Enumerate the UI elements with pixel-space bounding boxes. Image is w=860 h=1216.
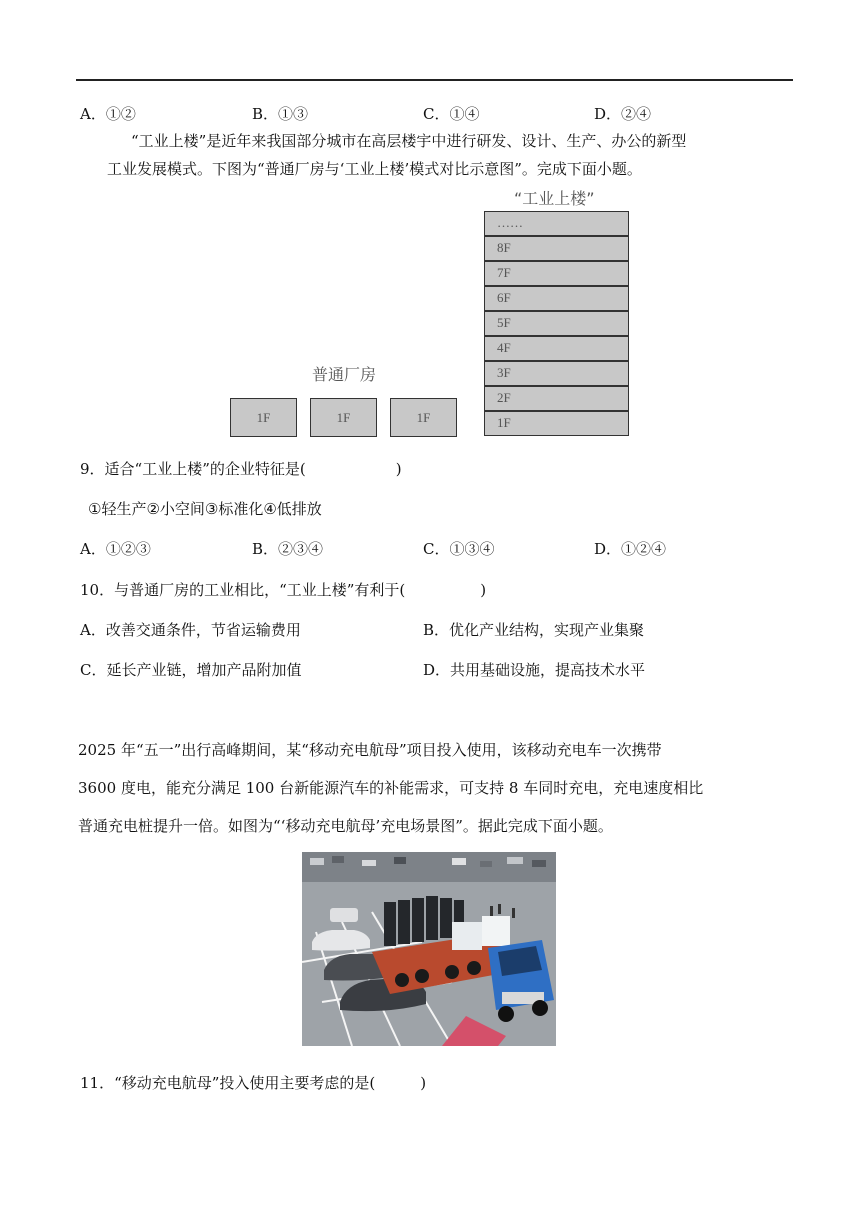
q9-stem: 9．适合“工业上楼”的企业特征是( ) [80,460,402,478]
ordinary-factory-box: 1F [310,398,377,437]
tall-building-floor: …… [484,211,629,236]
tall-building-floor: 5F [484,311,629,336]
tall-building-floor: 2F [484,386,629,411]
header-rule [76,79,793,81]
ordinary-factory-box: 1F [390,398,457,437]
tall-building-floor: 1F [484,411,629,436]
tall-building-floor: 6F [484,286,629,311]
q8-option-b: B．①③ [252,105,309,123]
intro1-line1: “工业上楼”是近年来我国部分城市在高层楼宇中进行研发、设计、生产、办公的新型 [131,132,687,150]
tall-building-floor: 3F [484,361,629,386]
q10-option-c: C．延长产业链，增加产品附加值 [80,661,302,679]
q10-stem: 10．与普通厂房的工业相比，“工业上楼”有利于( ) [80,581,487,599]
q8-option-a: A．①② [80,105,136,123]
intro2-line1: 2025 年“五一”出行高峰期间，某“移动充电航母”项目投入使用，该移动充电车一次携带 [78,741,662,759]
q11-stem: 11．“移动充电航母”投入使用主要考虑的是( ) [80,1074,427,1092]
q9-option-d: D．①②④ [594,540,667,558]
q9-option-a: A．①②③ [80,540,151,558]
q10-option-a: A．改善交通条件，节省运输费用 [80,621,301,639]
tall-building-floor: 8F [484,236,629,261]
tall-building-floor: 7F [484,261,629,286]
q9-option-c: C．①③④ [423,540,495,558]
q9-option-b: B．②③④ [252,540,324,558]
ordinary-factory-box: 1F [230,398,297,437]
intro2-line3: 普通充电桩提升一倍。如图为“‘移动充电航母’充电场景图”。据此完成下面小题。 [78,817,613,835]
intro1-line2: 工业发展模式。下图为“普通厂房与‘工业上楼’模式对比示意图”。完成下面小题。 [107,160,642,178]
tall-building-title: “工业上楼” [514,189,595,208]
q8-option-d: D．②④ [594,105,652,123]
ordinary-factory-title: 普通厂房 [312,365,377,384]
charging-scene-photo [302,852,556,1046]
q8-option-c: C．①④ [423,105,480,123]
intro2-line2: 3600 度电，能充分满足 100 台新能源汽车的补能需求，可支持 8 车同时充电，充电速度相比 [78,779,704,797]
q10-option-b: B．优化产业结构，实现产业集聚 [423,621,645,639]
tall-building-floor: 4F [484,336,629,361]
q10-option-d: D．共用基础设施，提高技术水平 [423,661,646,679]
q9-features: ①轻生产②小空间③标准化④低排放 [88,500,322,518]
